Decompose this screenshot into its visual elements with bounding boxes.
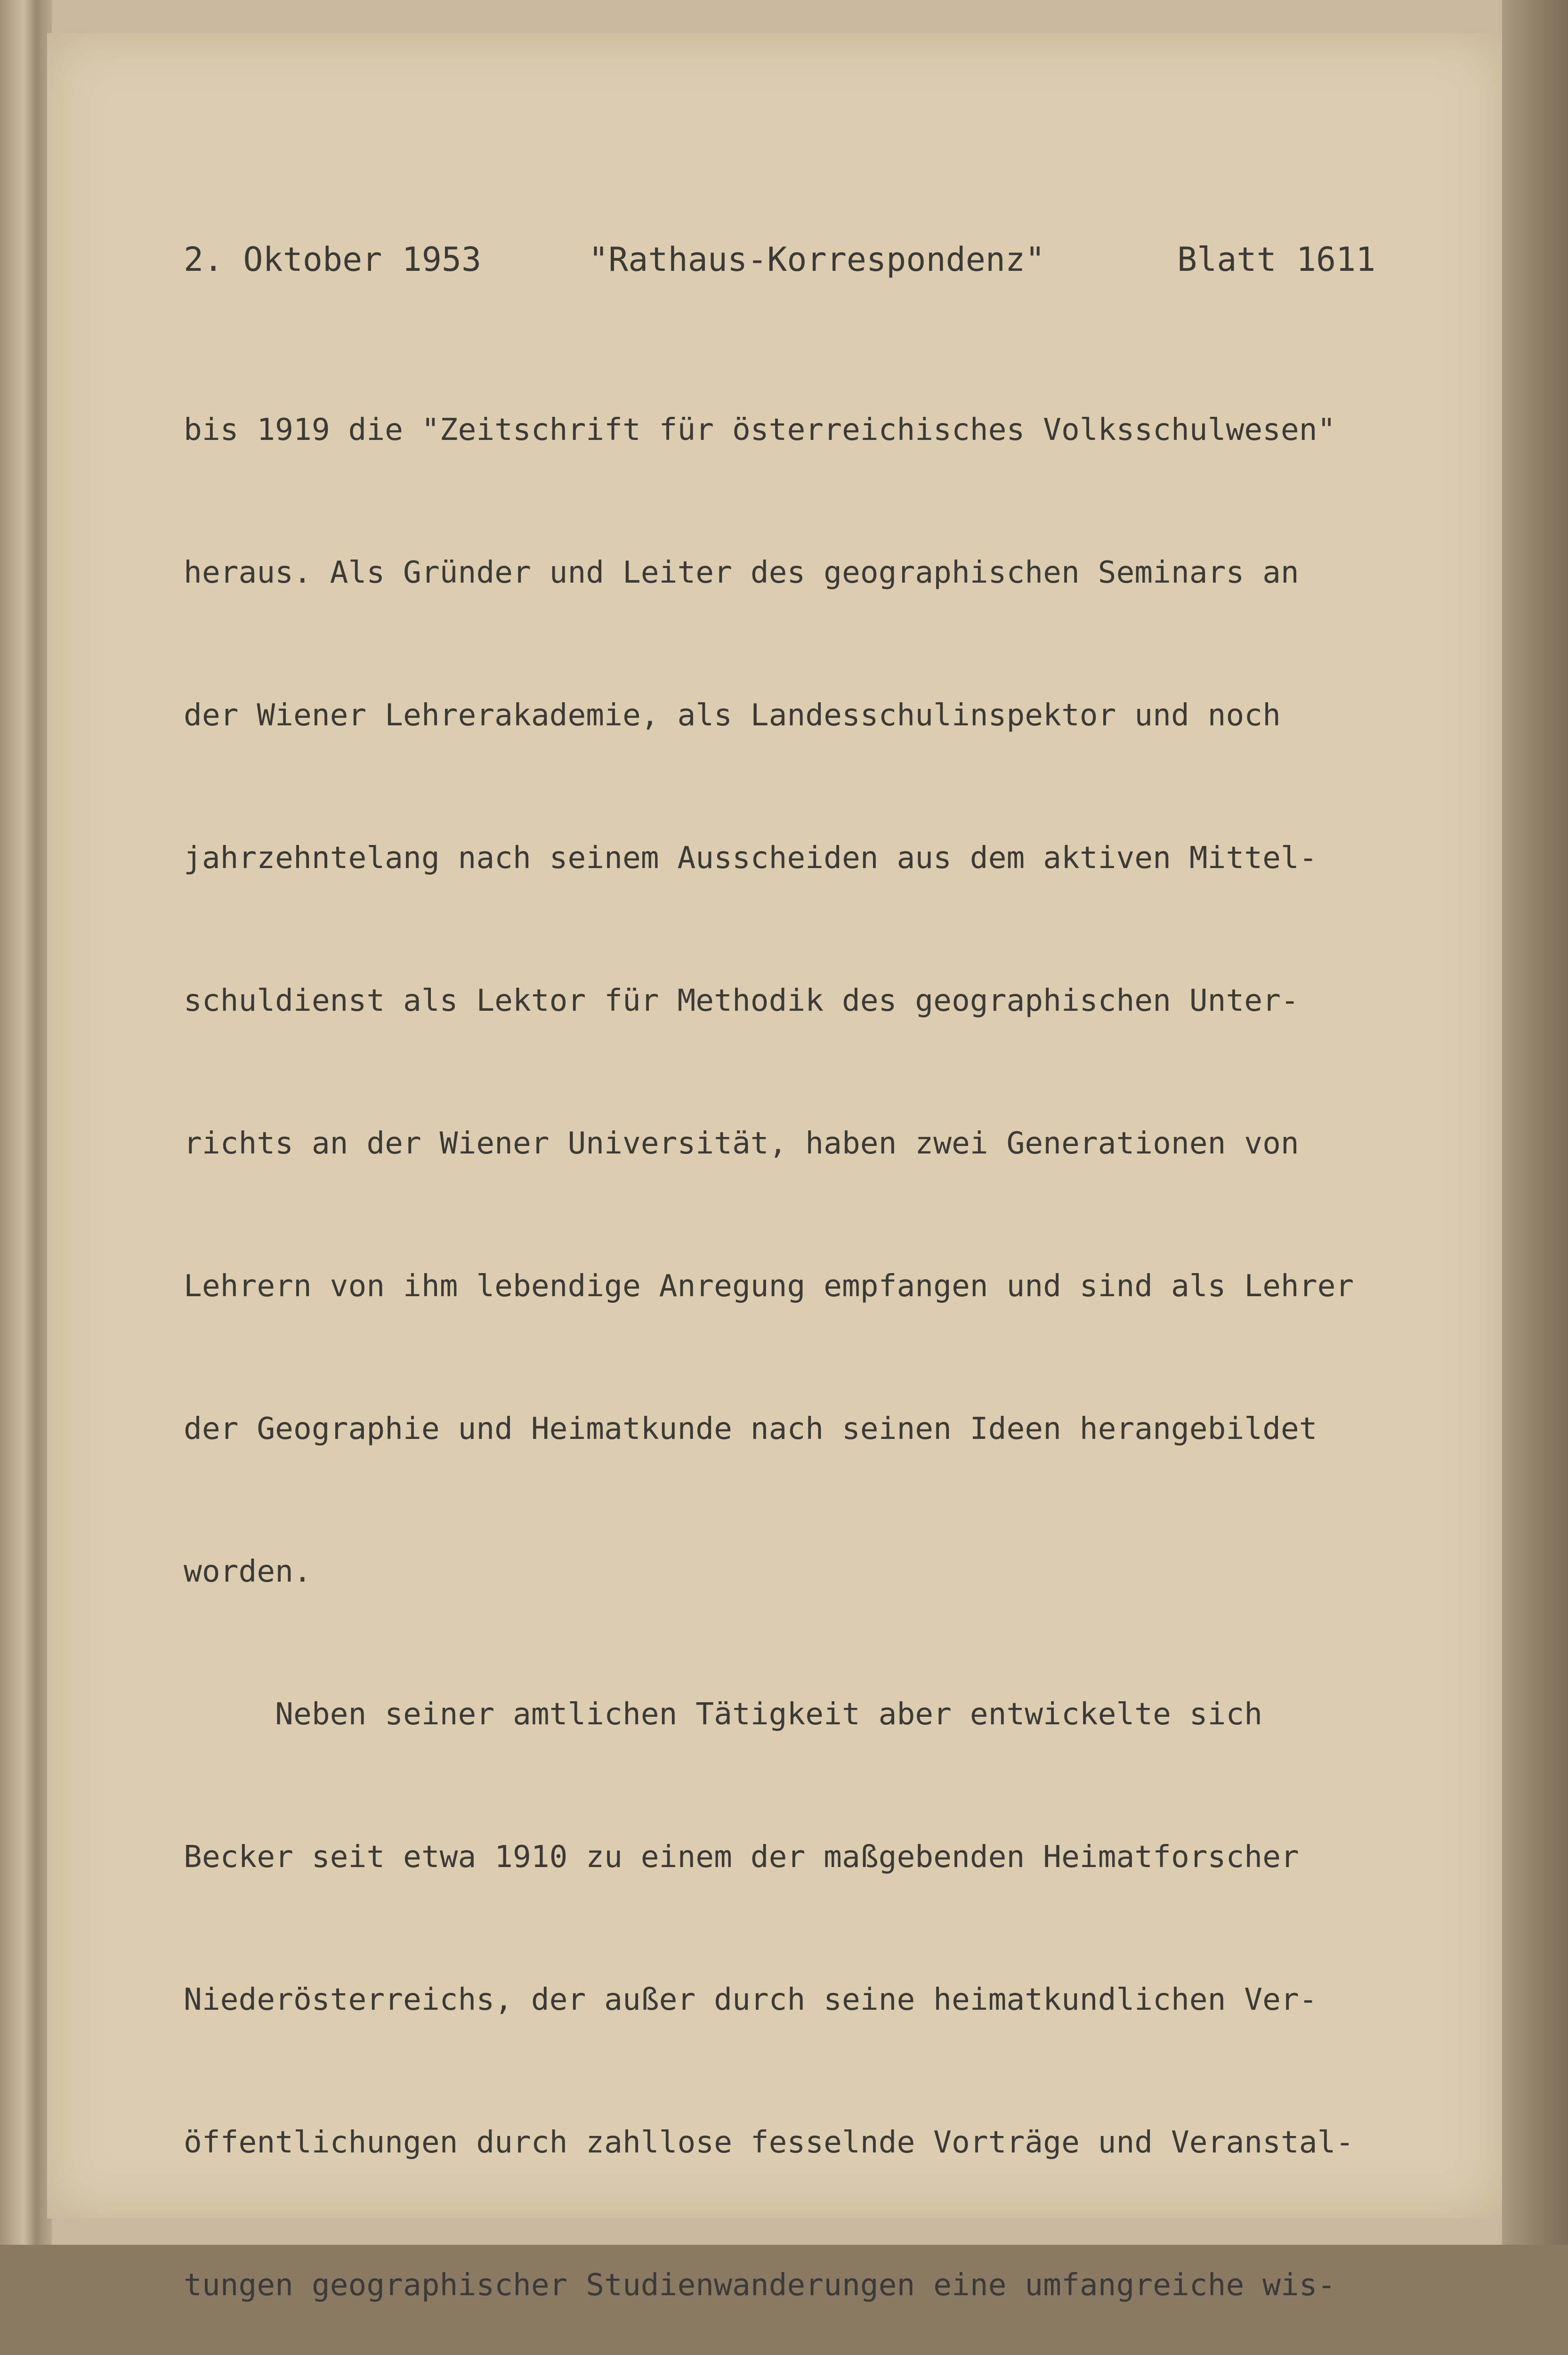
page-header — [47, 212, 1502, 278]
text-line: tungen geographischer Studienwanderungen eine umfangreiche wis- — [184, 2267, 1336, 2303]
header-sheet-number: Blatt 1611 — [1177, 240, 1376, 279]
binding-edge — [1502, 0, 1568, 2245]
text-line: der Wiener Lehrerakademie, als Landesschulinspektor und noch — [184, 698, 1281, 733]
text-line: Becker seit etwa 1910 zu einem der maßgebenden Heimatforscher — [184, 1839, 1299, 1875]
text-line: heraus. Als Gründer und Leiter des geographischen Seminars an — [184, 555, 1299, 590]
previous-page-edge — [0, 0, 52, 2245]
text-line: schuldienst als Lektor für Methodik des geographischen Unter- — [184, 983, 1299, 1018]
text-line: öffentlichungen durch zahllose fesselnde Vorträge und Veranstal- — [184, 2125, 1354, 2160]
document-page — [47, 33, 1502, 2303]
text-line: der Geographie und Heimatkunde nach seinen Ideen herangebildet — [184, 1411, 1317, 1446]
text-line: Lehrern von ihm lebendige Anregung empfangen und sind als Lehrer — [184, 1268, 1354, 1304]
text-line: jahrzehntelang nach seinem Ausscheiden aus dem aktiven Mittel- — [184, 840, 1317, 876]
header-date: 2. Oktober 1953 — [184, 240, 482, 279]
text-line: richts an der Wiener Universität, haben zwei Generationen von — [184, 1126, 1299, 1161]
text-line: Neben seiner amtlichen Tätigkeit aber entwickelte sich — [184, 1697, 1263, 1732]
body-text — [184, 311, 1493, 2355]
text-line: Niederösterreichs, der außer durch seine heimatkundlichen Ver- — [184, 1982, 1317, 2017]
text-line: worden. — [184, 1554, 312, 1589]
text-line: bis 1919 die "Zeitschrift für österreichisches Volksschulwesen" — [184, 412, 1336, 447]
header-title: "Rathaus-Korrespondenz" — [589, 240, 1045, 279]
